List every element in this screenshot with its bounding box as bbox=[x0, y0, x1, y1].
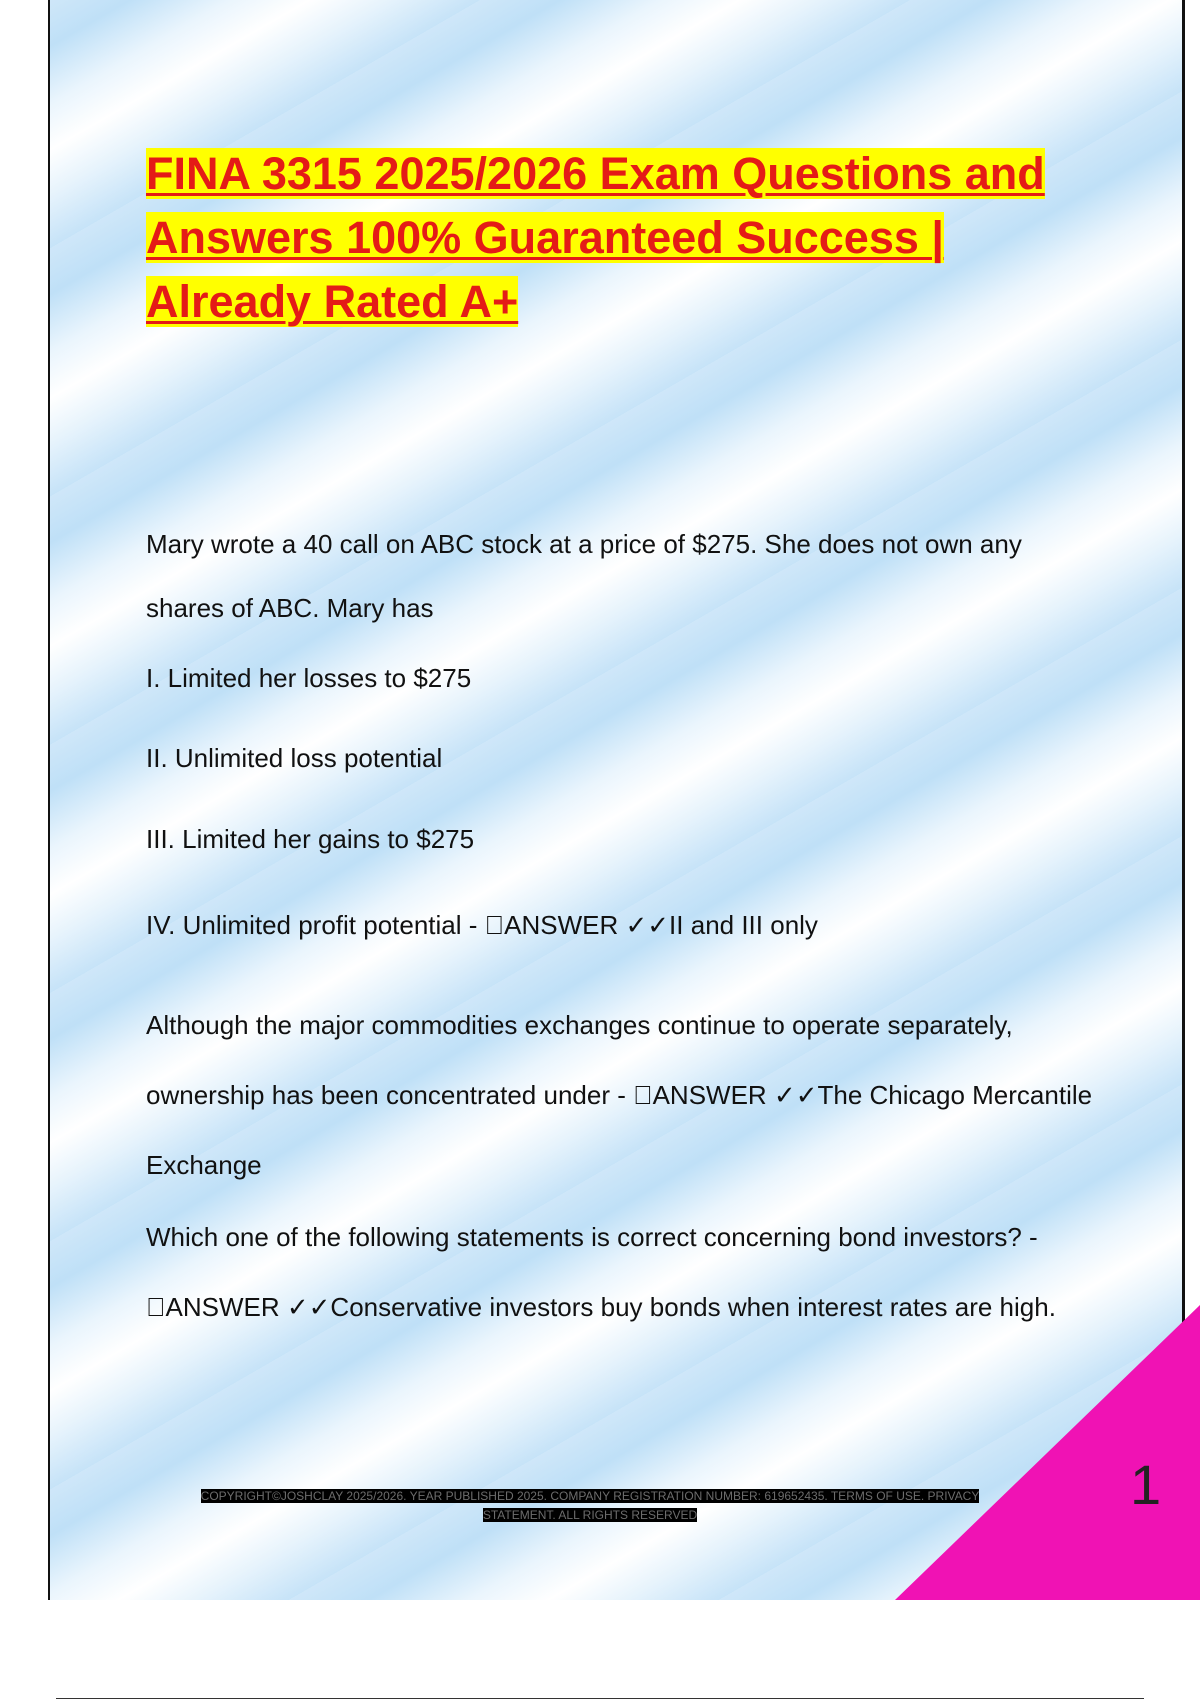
question-1-option-3: III. Limited her gains to $275 bbox=[146, 824, 475, 854]
copyright-text: COPYRIGHT©JOSHCLAY 2025/2026. YEAR PUBLISHED 2025. COMPANY REGISTRATION NUMBER: 619652435. TERMS OF USE. PRIVACY STATEMENT. ALL RIGHTS RESERVED bbox=[200, 1489, 980, 1522]
question-2: Although the major commodities exchanges continue to operate separately, ownership has been concentrated under -  ANSWER ✓✓The Chicago Mercantile Exchange bbox=[146, 1010, 1093, 1180]
page-border-left bbox=[48, 0, 50, 1600]
page-number: 1 bbox=[1130, 1453, 1162, 1516]
title-text: FINA 3315 2025/2026 Exam Questions and Answers 100% Guaranteed Success | Already Rated A+ bbox=[146, 148, 1045, 327]
question-1-option-1: I. Limited her losses to $275 bbox=[146, 663, 472, 693]
question-1-option-4: IV. Unlimited profit potential -  ANSWER ✓✓II and III only bbox=[146, 910, 818, 940]
question-1-option-2: II. Unlimited loss potential bbox=[146, 743, 443, 773]
copyright-notice bbox=[175, 1487, 1005, 1525]
question-3: Which one of the following statements is correct concerning bond investors? -  ANSWER ✓✓Conservative investors buy bonds when interest rates are high. bbox=[146, 1222, 1056, 1322]
document-title bbox=[146, 142, 1096, 334]
bottom-rule bbox=[56, 1698, 1144, 1699]
question-1: Mary wrote a 40 call on ABC stock at a price of $275. She does not own any shares of ABC. Mary has bbox=[146, 529, 1022, 623]
